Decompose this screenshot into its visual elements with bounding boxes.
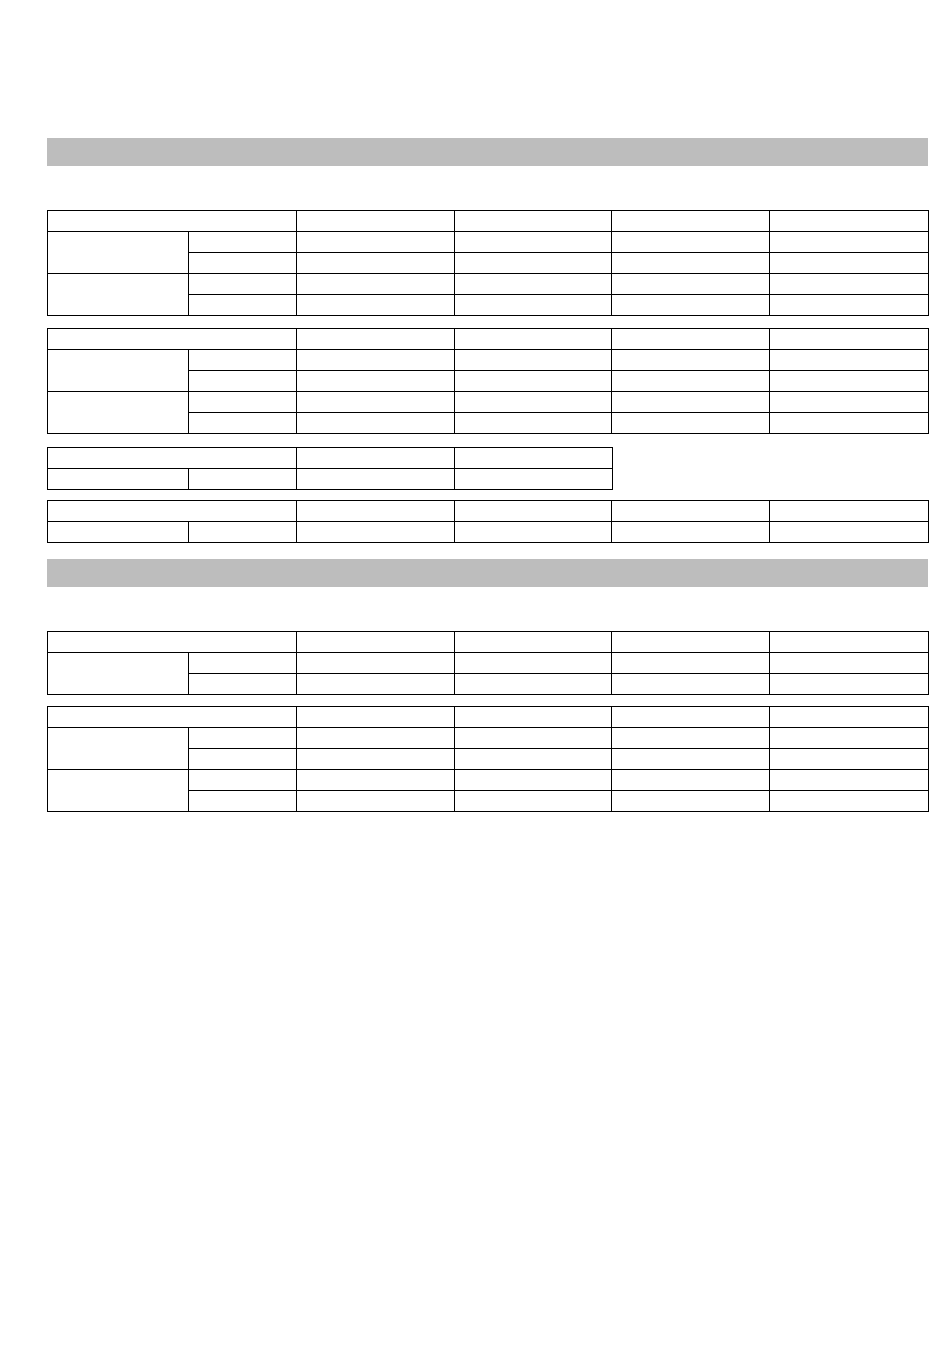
table-cell: [297, 274, 455, 295]
table-cell: [612, 749, 770, 770]
table-cell: [297, 791, 455, 812]
table-cell: [297, 674, 455, 695]
table-cell: [455, 295, 612, 316]
table-cell: [612, 350, 770, 371]
table-cell: [297, 392, 455, 413]
table-cell: [189, 653, 297, 674]
table-cell: [612, 392, 770, 413]
table-row: [48, 728, 929, 749]
table-cell: [297, 232, 455, 253]
table-header-row: [48, 211, 929, 232]
table-cell: [455, 392, 612, 413]
table-cell: [612, 791, 770, 812]
table-cell: [455, 253, 612, 274]
header-cell: [612, 501, 770, 522]
table-cell: [48, 469, 189, 490]
table-header-row: [48, 329, 929, 350]
table-cell: [770, 791, 929, 812]
table-cell: [189, 522, 297, 543]
table-header-row: [48, 707, 929, 728]
table-cell: [455, 522, 612, 543]
data-table-2: [47, 328, 929, 434]
table-cell: [297, 253, 455, 274]
header-cell: [770, 707, 929, 728]
group-cell: [48, 653, 189, 695]
table-cell: [189, 232, 297, 253]
table-cell: [297, 749, 455, 770]
table-header-row: [48, 501, 929, 522]
section-header-2: [47, 559, 928, 587]
header-cell: [48, 707, 297, 728]
table-cell: [455, 791, 612, 812]
table-cell: [189, 253, 297, 274]
table-cell: [770, 770, 929, 791]
table-cell: [612, 253, 770, 274]
table-cell: [770, 653, 929, 674]
table-cell: [612, 295, 770, 316]
table-row: [48, 232, 929, 253]
table-cell: [189, 274, 297, 295]
header-cell: [612, 632, 770, 653]
table-cell: [612, 653, 770, 674]
table-cell: [189, 728, 297, 749]
data-table-3: [47, 447, 613, 490]
header-cell: [612, 707, 770, 728]
header-cell: [297, 211, 455, 232]
header-cell: [48, 329, 297, 350]
group-cell: [48, 274, 189, 316]
data-table-6: [47, 706, 929, 812]
table-cell: [189, 350, 297, 371]
group-cell: [48, 770, 189, 812]
table-cell: [770, 295, 929, 316]
table-row: [48, 274, 929, 295]
group-cell: [48, 728, 189, 770]
group-cell: [48, 232, 189, 274]
table-cell: [297, 728, 455, 749]
table-cell: [770, 522, 929, 543]
table-cell: [189, 413, 297, 434]
table-cell: [189, 295, 297, 316]
table-cell: [189, 749, 297, 770]
table-cell: [455, 749, 612, 770]
header-cell: [48, 211, 297, 232]
table-cell: [455, 674, 612, 695]
table-header-row: [48, 632, 929, 653]
header-cell: [455, 448, 613, 469]
table-cell: [189, 469, 297, 490]
table-row: [48, 522, 929, 543]
table-cell: [455, 274, 612, 295]
header-cell: [48, 632, 297, 653]
table-row: [48, 392, 929, 413]
header-cell: [770, 211, 929, 232]
header-cell: [297, 448, 455, 469]
table-cell: [189, 392, 297, 413]
header-cell: [612, 211, 770, 232]
header-cell: [297, 707, 455, 728]
header-cell: [770, 501, 929, 522]
table-cell: [455, 469, 613, 490]
header-cell: [297, 501, 455, 522]
table-row: [48, 469, 613, 490]
header-cell: [612, 329, 770, 350]
group-cell: [48, 392, 189, 434]
table-cell: [612, 274, 770, 295]
header-cell: [455, 211, 612, 232]
table-row: [48, 350, 929, 371]
table-cell: [455, 413, 612, 434]
table-cell: [297, 371, 455, 392]
table-cell: [770, 371, 929, 392]
data-table-1: [47, 210, 929, 316]
table-cell: [770, 253, 929, 274]
table-cell: [455, 232, 612, 253]
header-cell: [48, 501, 297, 522]
data-table-5: [47, 631, 929, 695]
table-cell: [189, 371, 297, 392]
table-cell: [770, 350, 929, 371]
table-cell: [48, 522, 189, 543]
table-cell: [455, 728, 612, 749]
data-table-4: [47, 500, 929, 543]
table-cell: [770, 274, 929, 295]
table-cell: [612, 674, 770, 695]
table-cell: [770, 392, 929, 413]
header-cell: [297, 329, 455, 350]
table-cell: [297, 295, 455, 316]
table-cell: [455, 350, 612, 371]
header-cell: [455, 501, 612, 522]
header-cell: [455, 707, 612, 728]
group-cell: [48, 350, 189, 392]
section-header-1: [47, 138, 928, 166]
table-header-row: [48, 448, 613, 469]
table-cell: [189, 791, 297, 812]
header-cell: [297, 632, 455, 653]
table-cell: [189, 770, 297, 791]
table-cell: [297, 469, 455, 490]
table-cell: [612, 522, 770, 543]
table-cell: [770, 728, 929, 749]
table-cell: [297, 653, 455, 674]
table-cell: [612, 728, 770, 749]
table-cell: [770, 232, 929, 253]
table-cell: [612, 371, 770, 392]
table-cell: [189, 674, 297, 695]
header-cell: [770, 329, 929, 350]
table-row: [48, 653, 929, 674]
table-cell: [455, 371, 612, 392]
table-cell: [455, 653, 612, 674]
header-cell: [455, 329, 612, 350]
table-cell: [770, 674, 929, 695]
header-cell: [48, 448, 297, 469]
table-cell: [455, 770, 612, 791]
table-cell: [770, 749, 929, 770]
table-cell: [770, 413, 929, 434]
header-cell: [770, 632, 929, 653]
header-cell: [455, 632, 612, 653]
table-cell: [297, 770, 455, 791]
table-cell: [297, 413, 455, 434]
table-cell: [612, 232, 770, 253]
table-cell: [612, 413, 770, 434]
table-row: [48, 770, 929, 791]
table-cell: [612, 770, 770, 791]
table-cell: [297, 522, 455, 543]
table-cell: [297, 350, 455, 371]
